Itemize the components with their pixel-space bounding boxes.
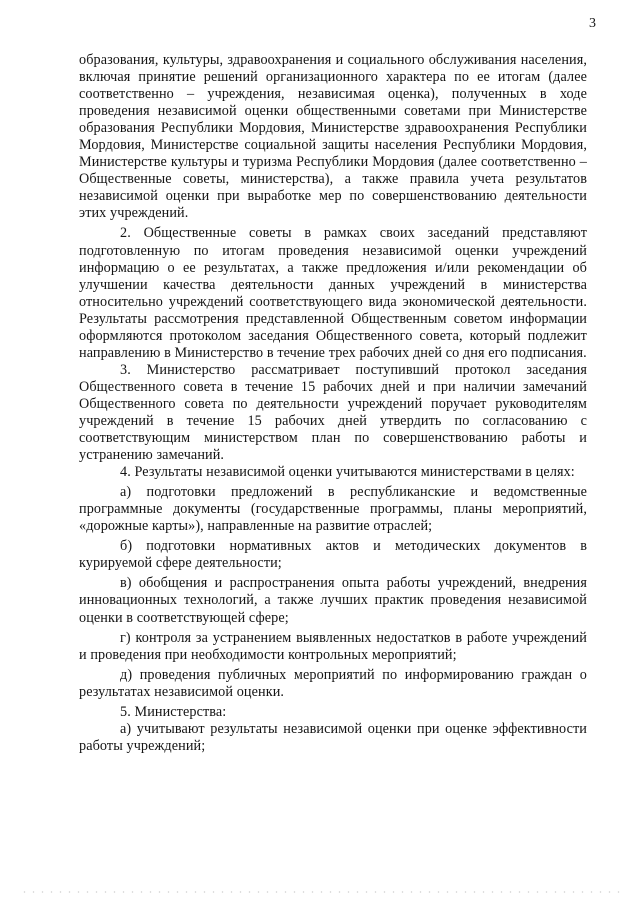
paragraph-4-item-c: в) обобщения и распространения опыта работы учреждений, внедрения инновационных технологий, а также лучших практик проведения независимой оценки в соответствующей сфере; [79,575,587,626]
paragraph-4: 4. Результаты независимой оценки учитываются министерствами в целях: [120,464,575,481]
paragraph-4-item-d: г) контроля за устранением выявленных недостатков в работе учреждений и проведения при необходимости контрольных мероприятий; [79,629,587,663]
scan-artifact [20,889,620,895]
paragraph-2: 2. Общественные советы в рамках своих заседаний представляют подготовленную по итогам проведения независимой оценки учреждений информацию о ее результатах, а также предложения и/или рекомендации об улучшении качества деятельности данных учреждений в министерства относительно учреждений соответствующего вида экономической деятельности. Результаты рассмотрения представленной Общественным советом информации оформляются протоколом заседания Общественного совета, который подлежит направлению в Министерство в течение трех рабочих дней со дня его подписания. [79,225,587,361]
paragraph-4-item-b: б) подготовки нормативных актов и методических документов в курируемой сфере деятельности; [79,538,587,572]
paragraph-3: 3. Министерство рассматривает поступивший протокол заседания Общественного совета в течение 15 рабочих дней и при наличии замечаний Общественного совета по деятельности учреждений поручает руководителям учреждений в течение 15 рабочих дней утвердить по согласованию с соответствующим министерством план по совершенствованию работы и устранению замечаний. [79,361,587,464]
paragraph-5-item-a: а) учитывают результаты независимой оценки при оценке эффективности работы учреждений; [79,720,587,754]
paragraph-4-item-e: д) проведения публичных мероприятий по информированию граждан о результатах независимой оценки. [79,666,587,700]
paragraph-5: 5. Министерства: [120,703,227,720]
paragraph-4-item-a: а) подготовки предложений в республиканские и ведомственные программные документы (государственные программы, планы мероприятий, «дорожные карты»), направленные на развитие отраслей; [79,484,587,535]
document-body [79,52,587,755]
paragraph-continuation: образования, культуры, здравоохранения и социального обслуживания населения, включая принятие решений организационного характера по ее итогам (далее соответственно – учреждения, независимая оценка), полученных в ходе проведения независимой оценки общественными советами при Министерстве образования Республики Мордовия, Министерстве здравоохранения Республики Мордовия, Министерстве социальной защиты населения Республики Мордовия, Министерстве культуры и туризма Республики Мордовия (далее соответственно – Общественные советы, министерства), а также правила учета результатов независимой оценки при выработке мер по совершенствованию деятельности этих учреждений. [79,52,587,222]
page-number: 3 [589,16,596,31]
